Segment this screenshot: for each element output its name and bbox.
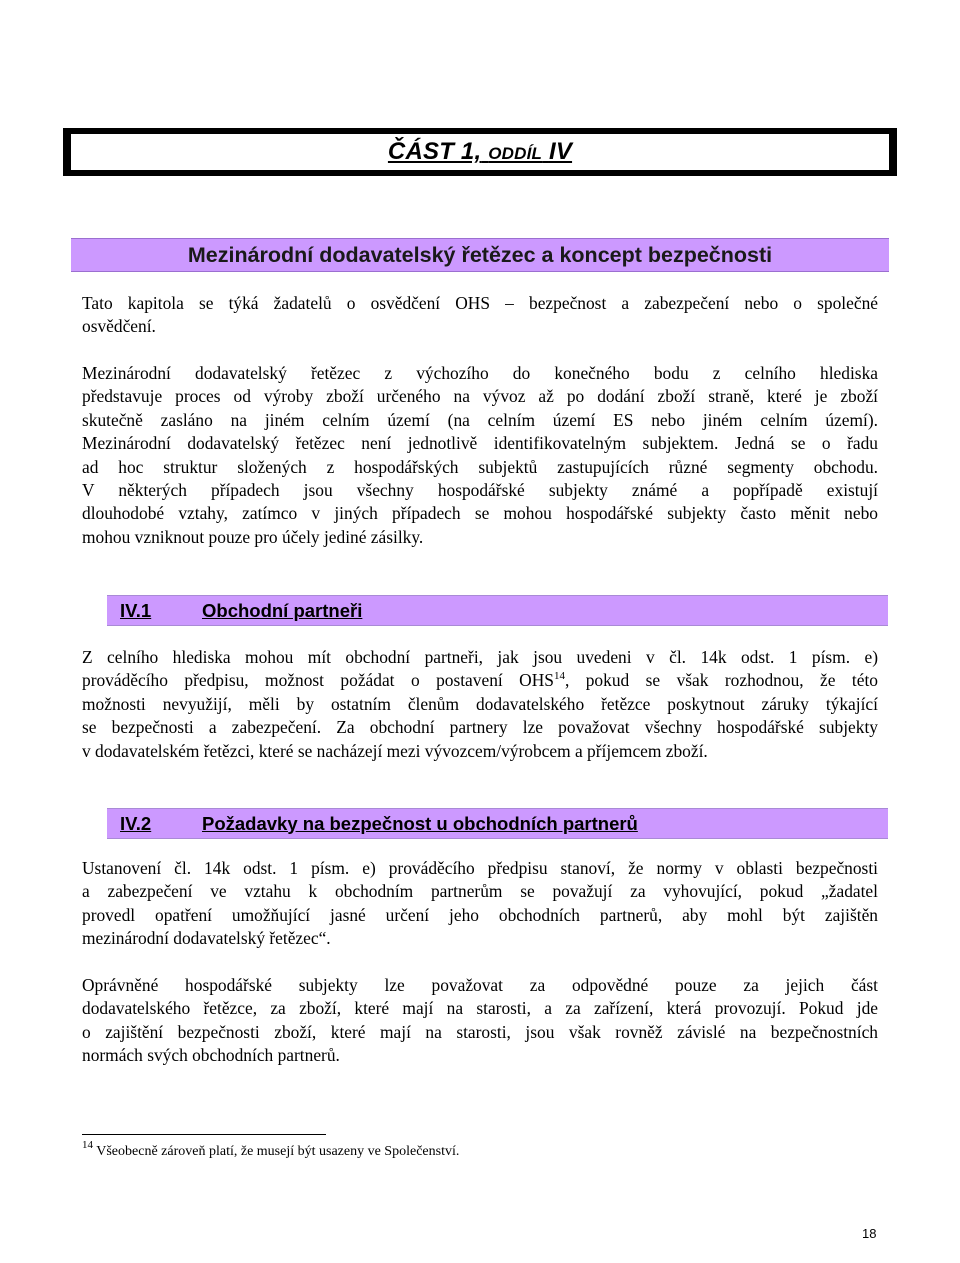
paragraph-line: normách svých obchodních partnerů.: [82, 1045, 340, 1066]
paragraph-line: V některých případech jsou všechny hospodářské subjekty známé a popřípadě existují: [82, 480, 878, 501]
subsection-title: Obchodní partneři: [202, 599, 363, 621]
paragraph-line: možnosti nevyužijí, měli by ostatním členům dodavatelského řetězce poskytnout záruky týkající: [82, 693, 878, 714]
subsection-title: Požadavky na bezpečnost u obchodních partnerů: [202, 812, 638, 834]
section-heading: Mezinárodní dodavatelský řetězec a koncept bezpečnosti: [71, 238, 889, 272]
paragraph-line: [82, 669, 878, 692]
intro-line: osvědčení.: [82, 316, 156, 337]
footnote-reference: 14: [553, 670, 565, 683]
aeo-responsibility-paragraph: [82, 974, 878, 1068]
security-requirements-paragraph: [82, 857, 878, 951]
paragraph-line: Oprávněné hospodářské subjekty lze považovat za odpovědné pouze za jejich část: [82, 975, 878, 995]
paragraph-line: mohou vzniknout pouze pro účely jediné zásilky.: [82, 526, 424, 547]
paragraph-line: dodavatelského řetězce, za zboží, které mají na starosti, a za zařízení, která provozují. Pokud jde: [82, 998, 878, 1019]
subsection-number: IV.2: [120, 812, 152, 834]
paragraph-line: ad hoc struktur složených z hospodářských subjektů zastupujících různé segmenty obchodu.: [82, 456, 878, 477]
part-title: [388, 138, 572, 166]
footnote-separator: [82, 1134, 326, 1135]
paragraph-line: dlouhodobé vztahy, zatímco v jiných případech se mohou hospodářské subjekty často měnit nebo: [82, 503, 878, 524]
intro-line: Tato kapitola se týká žadatelů o osvědčení OHS – bezpečnost a zabezpečení nebo o společné: [82, 293, 878, 313]
footnote: [82, 1139, 460, 1161]
part-title-box: [63, 128, 897, 176]
line-text: prováděcího předpisu, možnost požádat o postavení OHS: [82, 670, 554, 691]
supply-chain-paragraph: [82, 362, 878, 549]
paragraph-line: Ustanovení čl. 14k odst. 1 písm. e) prováděcího předpisu stanoví, že normy v oblasti bezpečnosti: [82, 858, 878, 878]
business-partners-paragraph: [82, 646, 878, 763]
part-title-small: ODDÍL: [488, 144, 543, 163]
part-title-inner: [71, 134, 889, 170]
subsection-number: IV.1: [120, 599, 152, 621]
footnote-text: Všeobecně zároveň platí, že musejí být usazeny ve Společenství.: [96, 1144, 460, 1159]
paragraph-line: Mezinárodní dodavatelský řetězec z výchozího do konečného bodu z celního hlediska: [82, 363, 878, 383]
paragraph-line: Mezinárodní dodavatelský řetězec není jednotlivě identifikovatelným subjektem. Jedná se o řadu: [82, 433, 878, 454]
line-text: , pokud se však rozhodnou, že této: [564, 670, 878, 691]
paragraph-line: představuje proces od výroby zboží určeného na vývoz až po dodání zboží straně, které je zboží: [82, 386, 878, 407]
paragraph-line: mezinárodní dodavatelský řetězec“.: [82, 928, 331, 949]
page-number: 18: [862, 1226, 877, 1241]
paragraph-line: v dodavatelském řetězci, které se nacházejí mezi vývozcem/výrobcem a příjemcem zboží.: [82, 740, 708, 761]
subsection-heading-iv2: [107, 808, 888, 839]
paragraph-line: provedl opatření umožňující jasné určení jeho obchodních partnerů, aby mohl být zajištěn: [82, 904, 878, 925]
subsection-heading-iv1: [107, 595, 888, 626]
paragraph-line: Z celního hlediska mohou mít obchodní partneři, jak jsou uvedeni v čl. 14k odst. 1 písm. e): [82, 647, 878, 667]
paragraph-line: a zabezpečení ve vztahu k obchodním partnerům se považují za vyhovující, pokud „žadatel: [82, 881, 878, 902]
part-title-main: ČÁST 1,: [387, 138, 482, 165]
intro-paragraph: [82, 292, 878, 339]
paragraph-line: skutečně zasláno na jiném celním území (na celním území ES nebo jiném celním území).: [82, 409, 878, 430]
paragraph-line: se bezpečnosti a zabezpečení. Za obchodní partnery lze považovat všechny hospodářské subjekty: [82, 717, 878, 738]
paragraph-line: o zajištění bezpečnosti zboží, které mají na starosti, jsou však rovněž závislé na bezpečnostních: [82, 1021, 878, 1042]
footnote-mark: 14: [82, 1139, 93, 1151]
part-title-roman: IV: [548, 138, 573, 165]
